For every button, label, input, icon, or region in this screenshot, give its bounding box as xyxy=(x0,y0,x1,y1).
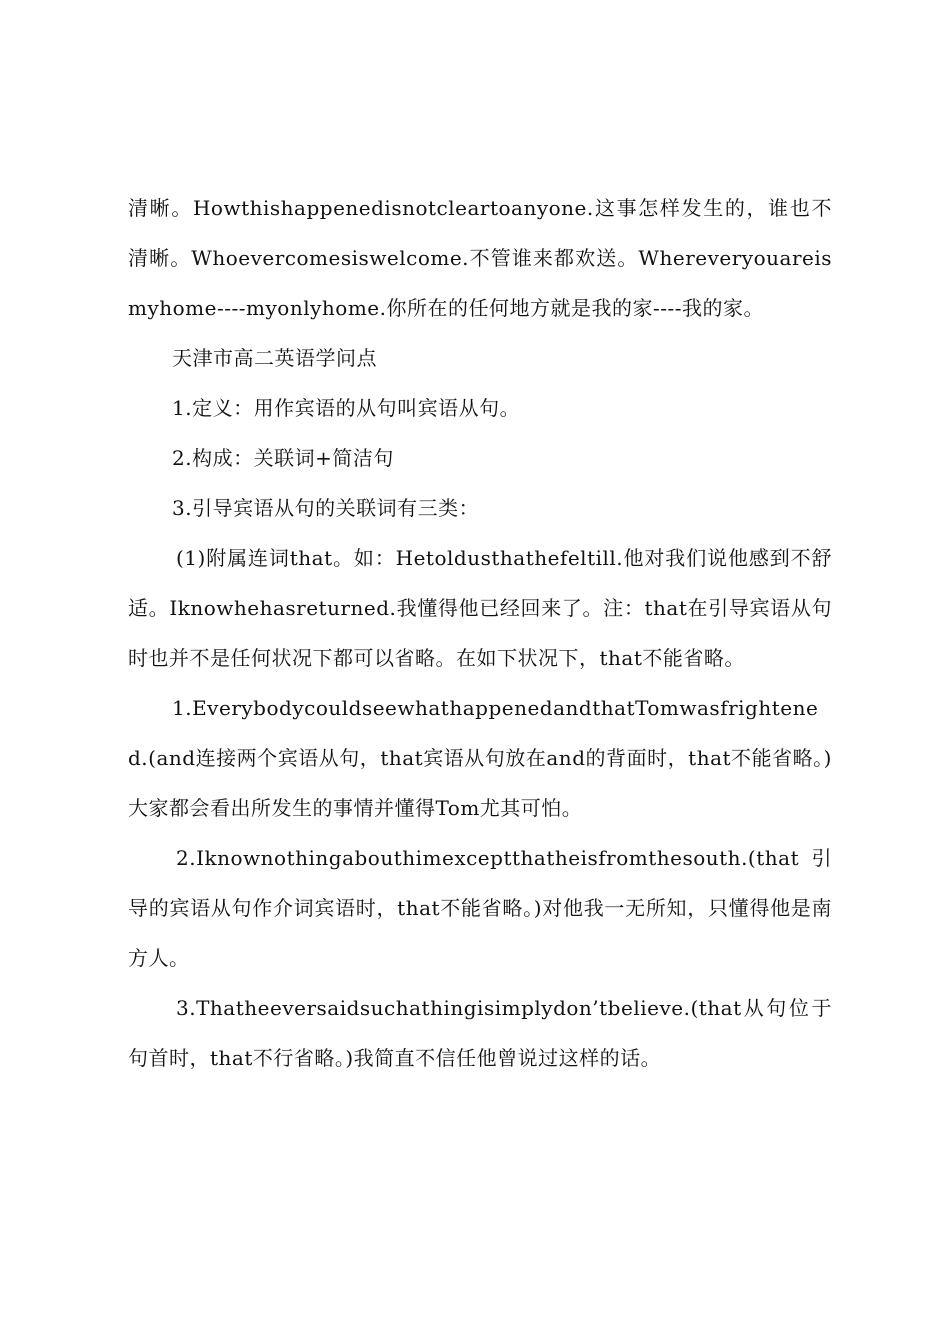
section-heading: 天津市高二英语学问点 xyxy=(172,346,377,370)
paragraph-that-conjunction: (1)附属连词that。如：Hetoldusthathefeltill.他对我们说他感到不舒适。Iknowhehasreturned.我懂得他已经回来了。注：that在引导宾语从句时也并不是任何状况下都可以省略。在如下状况下，that不能省略。 xyxy=(128,546,832,670)
point-structure: 2.构成：关联词+简洁句 xyxy=(172,446,394,470)
paragraph-intro: 清晰。Howthishappenedisnotcleartoanyone.这事怎样发生的，谁也不清晰。Whoevercomesiswelcome.不管谁来都欢送。Whereveryouareismyhome----myonlyhome.你所在的任何地方就是我的家----我的家。 xyxy=(128,196,832,320)
point-connectives: 3.引导宾语从句的关联词有三类： xyxy=(172,496,480,520)
example-2: 2.Iknownothingabouthimexceptthatheisfromthesouth.(that引导的宾语从句作介词宾语时，that不能省略。)对他我一无所知，只懂得他是南方人。 xyxy=(128,846,832,970)
example-3: 3.Thatheeversaidsuchathingisimplydon’tbelieve.(that从句位于句首时，that不行省略。)我简直不信任他曾说过这样的话。 xyxy=(128,996,832,1070)
example-1: 1.EverybodycouldseewhathappenedandthatTomwasfrightened.(and连接两个宾语从句，that宾语从句放在and的背面时，that不能省略。)大家都会看出所发生的事情并懂得Tom尤其可怕。 xyxy=(128,696,832,820)
document-body xyxy=(128,183,832,1083)
point-definition: 1.定义：用作宾语的从句叫宾语从句。 xyxy=(172,396,521,420)
